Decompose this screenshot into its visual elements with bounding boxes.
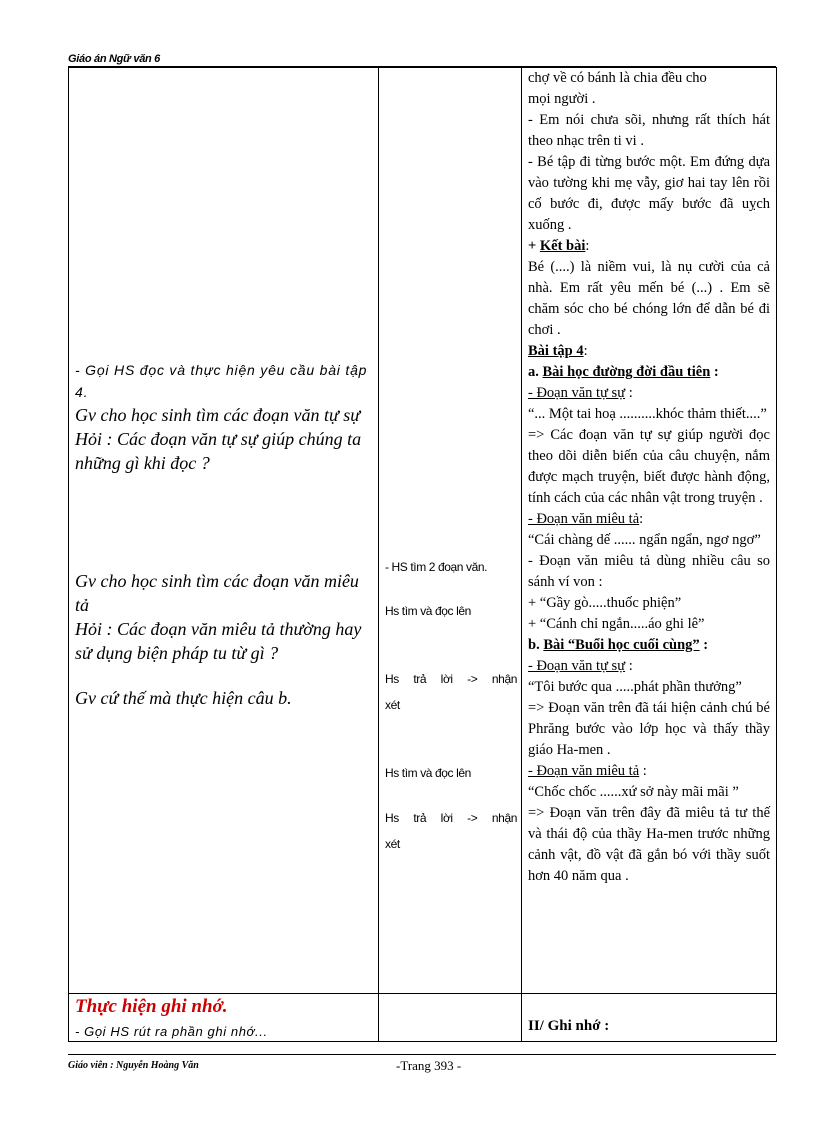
gv-tu-su-text: Gv cho học sinh tìm các đoạn văn tự sự bbox=[75, 405, 361, 425]
goi-hs-text: - Gọi HS đọc và thực hiện yêu cầu bài tập 4. bbox=[75, 362, 368, 400]
section-a-suffix: : bbox=[710, 364, 719, 380]
hs-tra-loi-2a-text: Hs trả lời -> nhận bbox=[385, 811, 517, 825]
content-column bbox=[522, 68, 777, 994]
section-b-suffix: : bbox=[699, 637, 709, 653]
quote-a1: “... Một tai hoạ ..........khóc thảm thiết....” bbox=[528, 406, 767, 422]
bai-tap-4-heading bbox=[528, 341, 770, 362]
teacher-block-tu-su bbox=[75, 359, 373, 475]
colon: : bbox=[639, 511, 644, 527]
hs-tra-loi-1a-text: Hs trả lời -> nhận bbox=[385, 672, 517, 686]
so-sanh-1: + “Gầy gò.....thuốc phiện” bbox=[528, 595, 682, 611]
student-activity-column bbox=[379, 68, 522, 994]
section-b-heading bbox=[528, 635, 770, 656]
section-a-title: Bài học đường đời đầu tiên bbox=[542, 364, 711, 380]
content-line: - Em nói chưa sõi, nhưng rất thích hát theo nhạc trên ti vi . bbox=[528, 112, 770, 149]
content-line: chợ về có bánh là chia đều cho bbox=[528, 70, 707, 86]
so-sanh: - Đoạn văn miêu tả dùng nhiều câu so sánh ví von : bbox=[528, 553, 770, 590]
quote-a2: “Cái chàng dế ...... ngẩn ngẩn, ngơ ngơ” bbox=[528, 532, 761, 548]
document-header: Giáo án Ngữ văn 6 bbox=[68, 53, 160, 65]
teacher-activity-column bbox=[69, 68, 379, 994]
footer-rule bbox=[68, 1054, 776, 1055]
quote-b2: “Chốc chốc ......xứ sở này mãi mãi ” bbox=[528, 784, 739, 800]
hs-tim-doc-1-text: Hs tìm và đọc lên bbox=[385, 604, 471, 618]
ghi-nho-heading bbox=[528, 1018, 609, 1035]
hoi-tu-su-text: Hỏi : Các đoạn văn tự sự giúp chúng ta những gì khi đọc ? bbox=[75, 429, 362, 473]
gv-cau-b-text: Gv cứ thế mà thực hiện câu b. bbox=[75, 688, 292, 708]
quote-b1: “Tôi bước qua .....phát phần thưởng” bbox=[528, 679, 742, 695]
section-b-title: Bài “Buổi học cuối cùng” bbox=[543, 637, 700, 653]
ghi-nho-content-cell bbox=[522, 994, 777, 1042]
ghi-nho-number: II/ bbox=[528, 1018, 544, 1034]
teacher-block-mieu-ta bbox=[75, 569, 373, 665]
thuc-hien-ghi-nho-heading: Thực hiện ghi nhớ. bbox=[75, 996, 228, 1017]
hoi-mieu-ta-text: Hỏi : Các đoạn văn miêu tả thường hay sử dụng biện pháp tu từ gì ? bbox=[75, 619, 362, 663]
colon: : bbox=[600, 1018, 610, 1034]
ghi-nho-teacher-cell bbox=[69, 994, 379, 1042]
content-line: mọi người . bbox=[528, 91, 596, 107]
colon: : bbox=[628, 385, 633, 401]
doan-tu-su-a bbox=[528, 383, 770, 404]
hs-tra-loi-1b-text: xét bbox=[385, 698, 400, 712]
hs-tim-doc-2-text: Hs tìm và đọc lên bbox=[385, 766, 471, 780]
section-a-heading bbox=[528, 362, 770, 383]
ket-bai-heading bbox=[528, 236, 770, 257]
footer-teacher: Giáo viên : Nguyễn Hoàng Văn bbox=[68, 1060, 199, 1071]
bai-tap-4-title: Bài tập 4 bbox=[528, 343, 584, 359]
giup-a: => Các đoạn văn tự sự giúp người đọc theo dõi diễn biến của câu chuyện, nắm được mạch truyện, biết được hành động, tính cách của các nhân vật trong truyện . bbox=[528, 427, 770, 506]
doan-mieu-ta-b-label: - Đoạn văn miêu tả bbox=[528, 763, 640, 779]
colon: : bbox=[628, 658, 633, 674]
ghi-nho-student-cell bbox=[379, 994, 522, 1042]
so-sanh-2: + “Cánh chỉ ngắn.....áo ghi lê” bbox=[528, 616, 705, 632]
doan-tu-su-b bbox=[528, 656, 770, 677]
doan-mieu-ta-b bbox=[528, 761, 770, 782]
gv-mieu-ta-text: Gv cho học sinh tìm các đoạn văn miêu tả bbox=[75, 571, 359, 615]
giup-b2: => Đoạn văn trên đây đã miêu tả tư thế và thái độ của thầy Ha-men trước những cảnh vật, đồ vật đã gắn bó với thầy suốt hơn 40 năm qua . bbox=[528, 805, 770, 884]
ghi-nho-title: Ghi nhớ bbox=[543, 1018, 601, 1034]
colon: : bbox=[585, 238, 590, 254]
doan-tu-su-b-label: - Đoạn văn tự sự bbox=[528, 658, 626, 674]
goi-hs-ghi-nho-text: - Gọi HS rút ra phần ghi nhớ... bbox=[75, 1024, 268, 1039]
plus-sign: + bbox=[528, 238, 540, 254]
section-a-prefix: a. bbox=[528, 364, 543, 380]
hs-tra-loi-2b-text: xét bbox=[385, 837, 400, 851]
giup-b: => Đoạn văn trên đã tái hiện cảnh chú bé Phrăng bước vào lớp học và thấy thầy giáo Ha-men . bbox=[528, 700, 770, 758]
doan-mieu-ta-a bbox=[528, 509, 770, 530]
section-b-prefix: b. bbox=[528, 637, 544, 653]
ket-bai-title: Kết bài bbox=[539, 238, 586, 254]
footer-page-number: -Trang 393 - bbox=[396, 1058, 462, 1073]
doan-mieu-ta-a-label: - Đoạn văn miêu tả bbox=[528, 511, 640, 527]
colon: : bbox=[583, 343, 588, 359]
colon: : bbox=[642, 763, 647, 779]
content-line: - Bé tập đi từng bước một. Em đứng dựa vào tường khi mẹ vẫy, giơ hai tay lên rồi cố bước đi, được mấy bước đã uỵch xuống . bbox=[528, 154, 770, 233]
doan-tu-su-a-label: - Đoạn văn tự sự bbox=[528, 385, 626, 401]
hs-tim-2-text: - HS tìm 2 đoạn văn. bbox=[385, 560, 488, 574]
lesson-table bbox=[68, 67, 777, 1042]
content-line: Bé (....) là niềm vui, là nụ cười của cả nhà. Em rất yêu mến bé (...) . Em sẽ chăm sóc cho bé chóng lớn để dẫn bé đi chơi . bbox=[528, 259, 770, 338]
